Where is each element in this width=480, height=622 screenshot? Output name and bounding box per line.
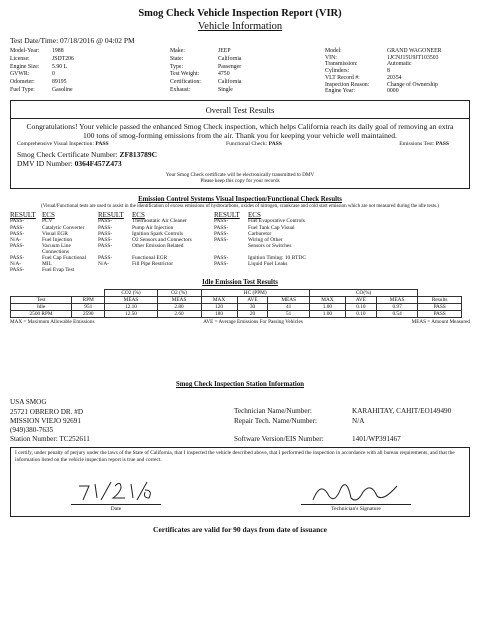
idle-test-table bbox=[10, 289, 462, 318]
check-result: PASS- bbox=[98, 236, 113, 243]
check-result: PASS- bbox=[214, 236, 229, 243]
idle-cell-o2: 2.60 bbox=[157, 311, 201, 318]
idle-cell-hc-meas: 51 bbox=[268, 311, 310, 318]
check-item: Fuel Injection bbox=[42, 236, 73, 243]
idle-cell-co-max: 1.00 bbox=[309, 304, 345, 311]
idle-cell-test: 2500 RPM bbox=[11, 311, 72, 318]
vehicle-field-label: Make: bbox=[170, 48, 185, 54]
station-info-title: Smog Check Inspection Station Information bbox=[175, 381, 305, 389]
vehicle-info-col-3 bbox=[325, 48, 480, 95]
vehicle-field-label: Type: bbox=[170, 63, 184, 70]
test-datetime bbox=[10, 36, 470, 45]
idle-test-title: Idle Emission Test Results bbox=[202, 279, 278, 287]
idle-legend: MAX = Maximum Allowable Emissions AVE = Average Emissions For Passing Vehicles MEAS = Amount Measured bbox=[10, 319, 470, 326]
station-number: Station Number: TC252611 bbox=[10, 435, 90, 444]
vehicle-field-value: GRAND WAGONEER bbox=[387, 48, 442, 54]
vehicle-field-value: JSDT206 bbox=[52, 55, 74, 62]
idle-cell-co2: 12.10 bbox=[105, 304, 157, 311]
ecs-header: ECS bbox=[42, 211, 55, 220]
check-item: Wiring of Other bbox=[248, 236, 283, 243]
check-item: Liquid Fuel Leaks bbox=[248, 261, 288, 268]
vehicle-field-label: Inspection Reason: bbox=[325, 81, 370, 88]
check-result: PASS- bbox=[98, 254, 113, 261]
check-result: PASS- bbox=[214, 218, 229, 225]
vehicle-field-label: VLT Record #: bbox=[325, 74, 360, 81]
check-result: PASS- bbox=[214, 261, 229, 268]
result-header: RESULT bbox=[98, 211, 124, 220]
vehicle-info bbox=[10, 48, 470, 95]
vehicle-field-value: 1JCNJ15U9JT103503 bbox=[387, 54, 439, 61]
vehicle-field-label: Test Weight: bbox=[170, 71, 200, 78]
idle-cell-rpm: 2590 bbox=[72, 311, 105, 318]
idle-cell-result: PASS bbox=[418, 311, 462, 318]
check-item: Vacuum Line Connections bbox=[42, 242, 71, 255]
check-result: N/A- bbox=[10, 236, 22, 243]
vehicle-field-value: Change of Ownership bbox=[387, 81, 438, 88]
vehicle-field-value: 4750 bbox=[218, 71, 230, 78]
check-item: Pump Air Injection bbox=[132, 224, 174, 231]
check-result: PASS- bbox=[98, 224, 113, 231]
check-result: PASS- bbox=[98, 242, 113, 249]
vehicle-field-label: State: bbox=[170, 55, 184, 62]
technician-signature bbox=[311, 478, 401, 506]
check-item: PCV bbox=[42, 218, 53, 225]
vehicle-field-label: License: bbox=[10, 55, 30, 62]
vehicle-field-label: GVWR: bbox=[10, 71, 30, 78]
emission-checks-grid bbox=[10, 212, 470, 273]
vehicle-field-label: Exhaust: bbox=[170, 87, 191, 94]
technician: Technician Name/Number: KARAHITAY, CAHIT/EO149490 bbox=[234, 407, 452, 416]
idle-cell-hc-ave: 30 bbox=[237, 304, 268, 311]
vehicle-field-value: Automatic bbox=[387, 61, 412, 68]
idle-cell-result: PASS bbox=[418, 304, 462, 311]
emission-checks-subtitle: (Visual/Functional tests are used to assist in the identification of excess emissions of hydrocarbons, oxides of nitrogen, crankcase and cold start emission which are not measured during the idle tests.) bbox=[41, 204, 439, 210]
result-header: RESULT bbox=[214, 211, 240, 220]
check-item bbox=[132, 267, 214, 273]
idle-cell-hc-meas: 41 bbox=[268, 304, 310, 311]
check-result: PASS- bbox=[10, 230, 25, 237]
vehicle-field-value: California bbox=[218, 79, 242, 86]
idle-row bbox=[11, 304, 462, 311]
test-datetime-label: Test Date/Time: bbox=[10, 36, 59, 45]
functional-check: Functional Check: PASS bbox=[226, 140, 282, 147]
check-item: Catalytic Converter bbox=[42, 224, 85, 231]
idle-cell-co-ave: 0.10 bbox=[345, 311, 376, 318]
emissions-test: Emissions Test: PASS bbox=[399, 140, 449, 147]
idle-cell-test: Idle bbox=[11, 304, 72, 311]
idle-cell-co-max: 1.00 bbox=[309, 311, 345, 318]
certification-text: I certify, under penalty of perjury under the laws of the State of California, that I inspected the vehicle described above, that I performed the inspection in accordance with all bureau requirements, and that the information listed on the vehicle inspection report is true and correct. bbox=[15, 449, 455, 463]
idle-column-header: Test RPM MEAS MEAS MAX AVE MEAS MAX AVE MEAS Results bbox=[11, 297, 462, 304]
vehicle-info-col-2 bbox=[170, 48, 325, 95]
vehicle-field-value: 0000 bbox=[387, 88, 399, 95]
vehicle-field-value: Single bbox=[218, 87, 233, 94]
check-result bbox=[214, 243, 248, 255]
certification-box bbox=[10, 447, 470, 517]
vehicle-field-value: 8 bbox=[387, 68, 390, 75]
idle-cell-rpm: 951 bbox=[72, 304, 105, 311]
check-item: Other Emission Related bbox=[132, 242, 184, 249]
check-result: PASS- bbox=[10, 242, 25, 249]
check-result: PASS- bbox=[214, 254, 229, 261]
check-result: PASS- bbox=[214, 230, 229, 237]
overall-results-box bbox=[10, 100, 470, 189]
vehicle-field-value: Passenger bbox=[218, 63, 242, 70]
certificate-number: Smog Check Certificate Number: ZF813789C bbox=[17, 149, 157, 159]
idle-cell-hc-max: 120 bbox=[201, 304, 237, 311]
idle-row bbox=[11, 311, 462, 318]
certificate-numbers bbox=[11, 147, 469, 168]
station-info bbox=[10, 398, 470, 444]
check-item: Carburetor bbox=[248, 230, 272, 237]
idle-cell-co-meas: 0.97 bbox=[376, 304, 418, 311]
vehicle-info-title: Vehicle Information bbox=[197, 21, 283, 32]
check-item: O2 Sensors and Connectors bbox=[132, 236, 192, 243]
ecs-header: ECS bbox=[248, 211, 261, 220]
vehicle-field-label: Fuel Type: bbox=[10, 87, 35, 94]
check-result: PASS- bbox=[98, 230, 113, 237]
check-result bbox=[98, 267, 132, 273]
check-item: Fill Pipe Restrictor bbox=[132, 261, 174, 268]
check-item: Thermostatic Air Cleaner bbox=[132, 218, 187, 225]
check-result: PASS- bbox=[214, 224, 229, 231]
vehicle-field-value: 5.90 L bbox=[52, 63, 68, 70]
vehicle-field-label: Engine Size: bbox=[10, 63, 40, 70]
check-item: Fuel Tank Cap Visual bbox=[248, 224, 295, 231]
visual-inspection: Comprehensive Visual Inspection: PASS bbox=[17, 140, 109, 147]
handwritten-date bbox=[75, 480, 155, 502]
report-title: Smog Check Vehicle Inspection Report (VIR) bbox=[138, 8, 342, 19]
check-result: PASS- bbox=[10, 267, 25, 274]
software-version: Software Version/EIS Number: 1401/WP391467 bbox=[234, 434, 401, 443]
vehicle-field-value: 20354 bbox=[387, 74, 402, 81]
vehicle-info-col-1 bbox=[10, 48, 170, 95]
vehicle-field-value: 1988 bbox=[52, 48, 64, 54]
vehicle-field-label: Cylinders: bbox=[325, 68, 350, 75]
vehicle-field-value: 0 bbox=[52, 71, 55, 78]
ecs-header: ECS bbox=[132, 211, 145, 220]
idle-cell-o2: 2.80 bbox=[157, 304, 201, 311]
check-item: Visual EGR bbox=[42, 230, 68, 237]
test-summary-row bbox=[11, 140, 469, 147]
vehicle-field-value: 89195 bbox=[52, 79, 67, 86]
check-result bbox=[214, 267, 248, 273]
vehicle-field-label: Odometer: bbox=[10, 79, 35, 86]
idle-cell-co2: 12.50 bbox=[105, 311, 157, 318]
signature-line: Technician's Signature bbox=[301, 504, 411, 512]
idle-cell-co-meas: 0.54 bbox=[376, 311, 418, 318]
check-item: Sensors or Switches bbox=[248, 242, 292, 249]
dmv-id-number: DMV ID Number: 0364F457Z473 bbox=[17, 158, 122, 168]
dmv-note: Your Smog Check certificate will be electronically transmitted to DMV Please keep this copy for your records bbox=[165, 171, 315, 185]
station-address: USA SMOG 25721 OBRERO DR. #D MISSION VIEJO 92691 (949)380-7635 Station Number: TC252611 bbox=[10, 398, 90, 444]
date-line: Date bbox=[71, 504, 161, 512]
check-item: Fuel Evaporative Controls bbox=[248, 218, 305, 225]
idle-cell-hc-ave: 20 bbox=[237, 311, 268, 318]
check-result: N/A- bbox=[98, 261, 110, 268]
validity-footer: Certificates are valid for 90 days from date of issuance bbox=[153, 524, 327, 534]
station-technicians bbox=[234, 398, 470, 444]
check-item: Fuel Cap Functional bbox=[42, 254, 87, 261]
vehicle-field-label: Certification: bbox=[170, 79, 201, 86]
report-header bbox=[10, 0, 470, 32]
idle-group-header: CO2 (%) O2 (%) HC (PPM) CO(%) bbox=[11, 290, 462, 297]
check-item: MIL bbox=[42, 261, 52, 268]
vehicle-field-value: JEEP bbox=[218, 48, 231, 54]
vehicle-field-label: Model-Year: bbox=[10, 48, 40, 54]
congrats-message: Congratulations! Your vehicle passed the enhanced Smog Check inspection, which helps California reach its daily goal of removing an extra 100 tons of smog-forming emissions from the air. Thank you for keeping your vehicle well maintained. bbox=[26, 121, 454, 140]
idle-cell-co-ave: 0.10 bbox=[345, 304, 376, 311]
vehicle-field-value: California bbox=[218, 55, 242, 62]
check-item: Functional EGR bbox=[132, 254, 168, 261]
overall-results-title: Overall Test Results bbox=[11, 101, 469, 119]
test-datetime-value: 07/18/2016 @ 04:02 PM bbox=[60, 36, 135, 45]
vehicle-field-label: Engine Year: bbox=[325, 88, 355, 95]
check-item bbox=[248, 267, 336, 273]
check-result: N/A- bbox=[10, 261, 22, 268]
idle-cell-hc-max: 180 bbox=[201, 311, 237, 318]
check-item: Ignition Timing: 10 BTDC bbox=[248, 254, 306, 261]
result-header: RESULT bbox=[10, 211, 36, 220]
check-result: PASS- bbox=[10, 254, 25, 261]
vehicle-field-label: Model: bbox=[325, 48, 342, 54]
vehicle-field-label: Transmission: bbox=[325, 61, 358, 68]
repair-technician: Repair Tech. Name/Number: N/A bbox=[234, 416, 365, 425]
check-result: PASS- bbox=[98, 218, 113, 225]
check-result: PASS- bbox=[10, 224, 25, 231]
vehicle-field-label: VIN: bbox=[325, 54, 337, 61]
check-item: Fuel Evap Test bbox=[42, 267, 75, 274]
vehicle-field-value: Gasoline bbox=[52, 87, 73, 94]
emission-checks-title: Emission Control Systems Visual Inspection/Functional Check Results bbox=[138, 196, 342, 204]
check-item: Ignition Spark Controls bbox=[132, 230, 183, 237]
check-result: PASS- bbox=[10, 218, 25, 225]
